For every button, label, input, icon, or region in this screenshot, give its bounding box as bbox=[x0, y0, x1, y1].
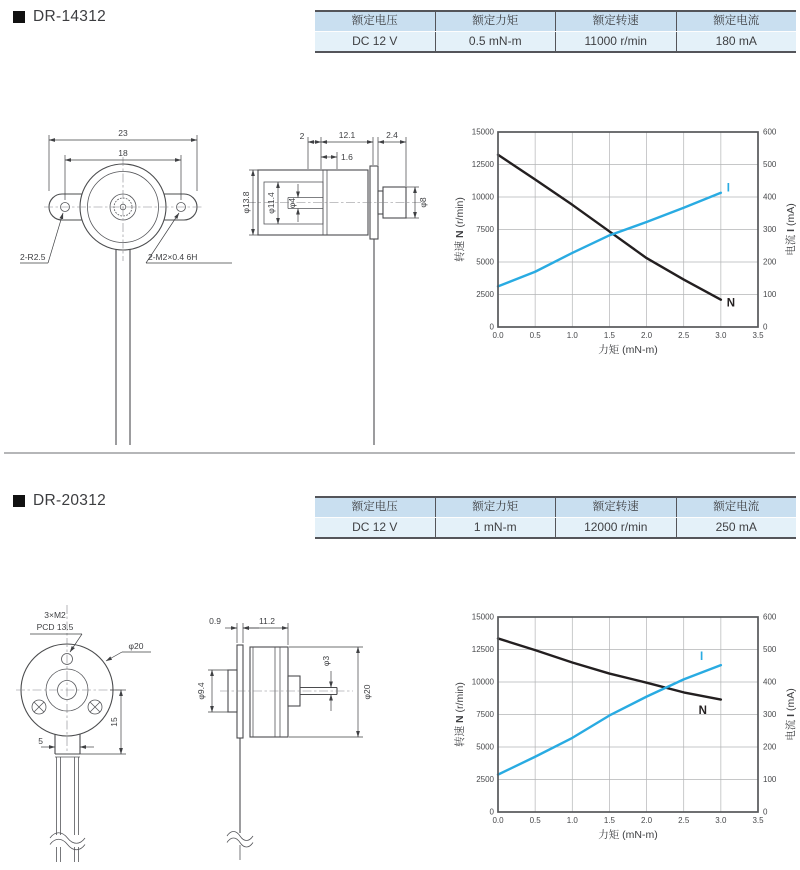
dim-tab-width: 5 bbox=[38, 736, 43, 746]
svg-text:0.0: 0.0 bbox=[492, 331, 504, 340]
note-pcd: PCD 13.5 bbox=[36, 622, 74, 632]
svg-text:15000: 15000 bbox=[471, 127, 494, 137]
spec-table-value-row bbox=[315, 517, 796, 537]
svg-text:3.0: 3.0 bbox=[715, 331, 727, 340]
svg-text:1.0: 1.0 bbox=[566, 331, 578, 340]
svg-text:3.5: 3.5 bbox=[752, 331, 764, 340]
dim-flange-width: 23 bbox=[118, 128, 128, 138]
svg-text:300: 300 bbox=[763, 225, 777, 235]
svg-text:100: 100 bbox=[763, 775, 777, 785]
spec-table-dr20312 bbox=[315, 496, 796, 539]
dia-body: φ20 bbox=[128, 641, 144, 651]
svg-text:400: 400 bbox=[763, 192, 777, 202]
dia-shaft: φ4 bbox=[287, 197, 297, 209]
svg-text:10000: 10000 bbox=[471, 192, 494, 202]
note-corner-radius: 2-R2.5 bbox=[20, 252, 46, 262]
svg-text:0: 0 bbox=[489, 322, 494, 332]
svg-text:1.5: 1.5 bbox=[603, 331, 615, 340]
svg-text:600: 600 bbox=[763, 127, 777, 137]
svg-text:12500: 12500 bbox=[471, 160, 494, 170]
chart-dr20312-performance bbox=[450, 601, 800, 845]
header-rated-voltage: 额定电压 bbox=[315, 12, 435, 31]
svg-text:1.0: 1.0 bbox=[566, 816, 578, 825]
svg-text:500: 500 bbox=[763, 160, 777, 170]
motor-side-outline bbox=[258, 166, 406, 445]
spec-table-header-row bbox=[315, 12, 796, 31]
dia-collar: φ8 bbox=[418, 197, 428, 208]
chart-dr14312-performance bbox=[450, 116, 800, 360]
dim-plate-offset: 1.6 bbox=[341, 152, 353, 162]
header-rated-speed: 额定转速 bbox=[555, 498, 676, 517]
svg-text:0: 0 bbox=[763, 807, 768, 817]
dim-height: 15 bbox=[109, 717, 119, 727]
motor-side-outline bbox=[227, 645, 337, 860]
svg-text:1.5: 1.5 bbox=[603, 816, 615, 825]
header-rated-voltage: 额定电压 bbox=[315, 498, 435, 517]
svg-text:5000: 5000 bbox=[476, 257, 494, 267]
dia-shaft: φ3 bbox=[321, 655, 331, 667]
dim-shaft-length: 2.4 bbox=[386, 130, 398, 140]
header-rated-current: 额定电流 bbox=[676, 12, 797, 31]
svg-text:转速 N (r/min): 转速 N (r/min) bbox=[454, 682, 466, 747]
svg-text:200: 200 bbox=[763, 742, 777, 752]
svg-text:600: 600 bbox=[763, 612, 777, 622]
svg-text:3.5: 3.5 bbox=[752, 816, 764, 825]
value-rated-voltage: DC 12 V bbox=[315, 518, 435, 537]
section-title-dr20312 bbox=[13, 492, 106, 510]
note-mounting-thread: 2-M2×0.4 6H bbox=[148, 252, 198, 262]
svg-text:3.0: 3.0 bbox=[715, 816, 727, 825]
header-rated-current: 额定电流 bbox=[676, 498, 797, 517]
dia-body: φ20 bbox=[362, 684, 372, 700]
wire-break-symbol bbox=[50, 833, 85, 844]
dia-inner: φ11.4 bbox=[266, 192, 276, 214]
svg-text:5000: 5000 bbox=[476, 742, 494, 752]
square-bullet-icon bbox=[13, 11, 25, 23]
svg-text:500: 500 bbox=[763, 645, 777, 655]
svg-text:400: 400 bbox=[763, 677, 777, 687]
header-rated-torque: 额定力矩 bbox=[435, 12, 556, 31]
dia-boss: φ9.4 bbox=[196, 682, 206, 700]
drawing-dr20312-side-view bbox=[185, 581, 380, 869]
svg-text:2.0: 2.0 bbox=[641, 331, 653, 340]
svg-text:0.0: 0.0 bbox=[492, 816, 504, 825]
value-rated-current: 180 mA bbox=[676, 32, 797, 51]
drawing-dr14312-side-view bbox=[233, 103, 433, 448]
svg-text:10000: 10000 bbox=[471, 677, 494, 687]
series-label-N: N bbox=[726, 297, 736, 310]
value-rated-speed: 11000 r/min bbox=[555, 32, 676, 51]
svg-text:2.5: 2.5 bbox=[678, 331, 690, 340]
section-title-dr14312 bbox=[13, 8, 106, 26]
wire-break-symbol bbox=[50, 839, 85, 850]
svg-text:2.5: 2.5 bbox=[678, 816, 690, 825]
svg-text:100: 100 bbox=[763, 290, 777, 300]
svg-text:力矩 (mN-m): 力矩 (mN-m) bbox=[598, 344, 658, 356]
svg-text:2.0: 2.0 bbox=[641, 816, 653, 825]
svg-text:15000: 15000 bbox=[471, 612, 494, 622]
svg-text:转速 N (r/min): 转速 N (r/min) bbox=[454, 197, 466, 262]
header-rated-torque: 额定力矩 bbox=[435, 498, 556, 517]
model-name: DR-20312 bbox=[33, 492, 107, 509]
svg-text:300: 300 bbox=[763, 710, 777, 720]
svg-text:力矩 (mN-m): 力矩 (mN-m) bbox=[598, 829, 658, 841]
svg-text:2500: 2500 bbox=[476, 290, 494, 300]
series-label-I: I bbox=[726, 182, 731, 195]
spec-table-dr14312 bbox=[315, 10, 796, 53]
dim-hole-pitch: 18 bbox=[118, 148, 128, 158]
value-rated-torque: 1 mN-m bbox=[435, 518, 556, 537]
value-rated-voltage: DC 12 V bbox=[315, 32, 435, 51]
square-bullet-icon bbox=[13, 495, 25, 507]
spec-table-value-row bbox=[315, 31, 796, 51]
value-rated-speed: 12000 r/min bbox=[555, 518, 676, 537]
dia-body: φ13.8 bbox=[241, 191, 251, 214]
note-screws: 3×M2 bbox=[44, 610, 66, 620]
svg-text:0: 0 bbox=[489, 807, 494, 817]
section-divider bbox=[4, 452, 795, 454]
dim-body-length: 12.1 bbox=[338, 130, 356, 140]
drawing-dr20312-front-view bbox=[10, 581, 190, 869]
dim-body-length: 11.2 bbox=[259, 616, 275, 626]
svg-text:2500: 2500 bbox=[476, 775, 494, 785]
dim-plate-thickness: 0.9 bbox=[209, 616, 221, 626]
svg-text:0.5: 0.5 bbox=[529, 331, 541, 340]
model-name: DR-14312 bbox=[33, 8, 107, 25]
svg-text:电流 I (mA): 电流 I (mA) bbox=[785, 688, 797, 741]
svg-text:0: 0 bbox=[763, 322, 768, 332]
svg-text:12500: 12500 bbox=[471, 645, 494, 655]
svg-text:电流 I (mA): 电流 I (mA) bbox=[785, 203, 797, 256]
series-label-I: I bbox=[700, 651, 704, 664]
header-rated-speed: 额定转速 bbox=[555, 12, 676, 31]
svg-text:200: 200 bbox=[763, 257, 777, 267]
spec-table-header-row bbox=[315, 498, 796, 517]
svg-text:0.5: 0.5 bbox=[529, 816, 541, 825]
svg-text:7500: 7500 bbox=[476, 225, 494, 235]
dim-front-plate: 2 bbox=[299, 131, 305, 141]
motor-front-outline bbox=[49, 164, 197, 445]
value-rated-torque: 0.5 mN-m bbox=[435, 32, 556, 51]
svg-text:7500: 7500 bbox=[476, 710, 494, 720]
series-label-N: N bbox=[698, 705, 707, 718]
drawing-dr14312-front-view bbox=[18, 103, 233, 448]
value-rated-current: 250 mA bbox=[676, 518, 797, 537]
